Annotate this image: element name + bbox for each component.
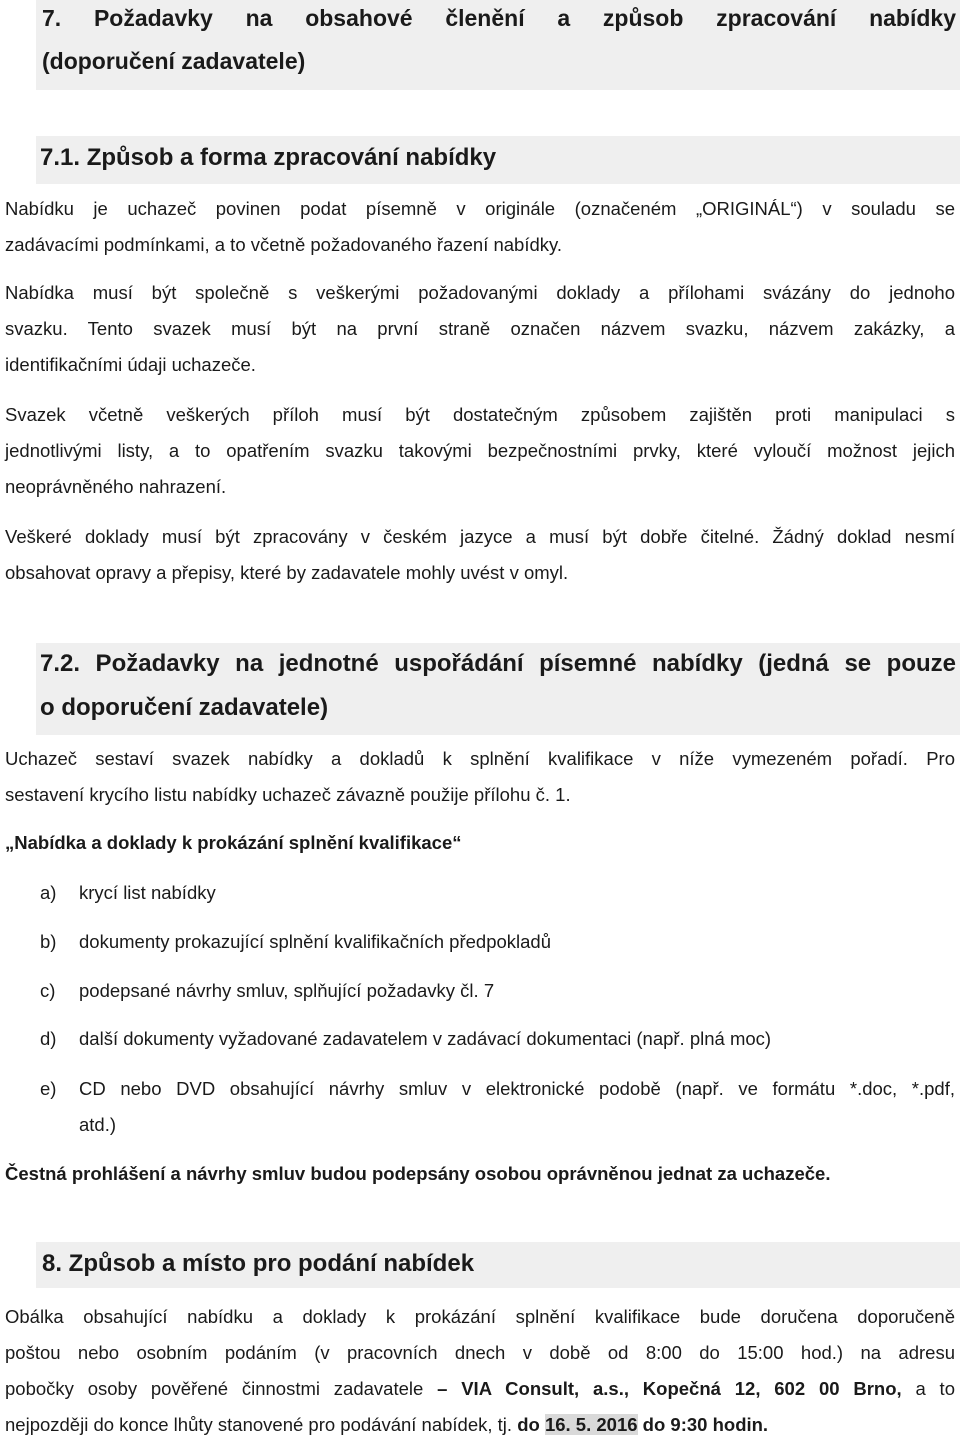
paragraph-line: Nabídka musí být společně s veškerými požadovanými doklady a přílohami svázány do jednoho <box>5 282 955 303</box>
paragraph-line: neoprávněného nahrazení. <box>5 476 227 497</box>
paragraph-8-1 <box>5 1299 955 1443</box>
paragraph-line: svazku. Tento svazek musí být na první straně označen názvem svazku, názvem zakázky, a <box>5 318 955 339</box>
section-7-heading-line1: 7. Požadavky na obsahové členění a způsob zpracování nabídky <box>42 5 956 31</box>
list-item-letter: b) <box>40 931 57 952</box>
paragraph-7-1-4 <box>5 519 955 591</box>
list-item-letter: c) <box>40 980 56 1001</box>
paragraph-line: Uchazeč sestaví svazek nabídky a dokladů k splnění kvalifikace v níže vymezeném pořadí. Pro <box>5 748 955 769</box>
paragraph-line: jednotlivými listy, a to opatřením svazku takovými bezpečnostními prvky, které vyloučí možnost jejich <box>5 440 955 461</box>
paragraph-line: obsahovat opravy a přepisy, které by zadavatele mohly uvést v omyl. <box>5 562 569 583</box>
list-title: „Nabídka a doklady k prokázání splnění kvalifikace“ <box>5 832 462 853</box>
paragraph-line: Veškeré doklady musí být zpracovány v českém jazyce a musí být dobře čitelné. Žádný doklad nesmí <box>5 526 955 547</box>
deadline-date: 16. 5. 2016 <box>544 1414 638 1435</box>
list-item-letter: d) <box>40 1028 57 1049</box>
list-item-line: atd.) <box>79 1114 117 1135</box>
paragraph-7-2-1 <box>5 741 955 813</box>
paragraph-line <box>5 1371 955 1407</box>
list-item-text <box>79 1071 955 1143</box>
paragraph-7-1-3 <box>5 397 955 505</box>
dash: – <box>437 1378 448 1399</box>
list-item-text: dokumenty prokazující splnění kvalifikačních předpokladů <box>79 931 552 952</box>
paragraph-text: nejpozději do konce lhůty stanovené pro podávání nabídek, tj. <box>5 1414 518 1435</box>
section-8-heading: 8. Způsob a místo pro podání nabídek <box>42 1250 475 1277</box>
deadline-time: do 9:30 hodin. <box>637 1414 769 1435</box>
paragraph-line: zadávacími podmínkami, a to včetně požadovaného řazení nabídky. <box>5 234 563 255</box>
paragraph-7-1-1 <box>5 191 955 263</box>
paragraph-line: Obálka obsahující nabídku a doklady k prokázání splnění kvalifikace bude doručena doporučeně <box>5 1306 955 1327</box>
section-7-heading-line2: (doporučení zadavatele) <box>42 48 306 74</box>
section-7-2-heading-line1: 7.2. Požadavky na jednotné uspořádání písemné nabídky (jedná se pouze <box>40 650 956 677</box>
address-text: VIA Consult, a.s., Kopečná 12, 602 00 Brno, <box>447 1378 902 1399</box>
list-item-text: další dokumenty vyžadované zadavatelem v zadávací dokumentaci (např. plná moc) <box>79 1028 772 1049</box>
paragraph-line <box>5 1407 955 1443</box>
paragraph-line: Nabídku je uchazeč povinen podat písemně v originále (označeném „ORIGINÁL“) v souladu se <box>5 198 955 219</box>
list-item-text: krycí list nabídky <box>79 882 216 903</box>
paragraph-text: pobočky osoby pověřené činnostmi zadavatele <box>5 1378 438 1399</box>
paragraph-7-1-2 <box>5 275 955 383</box>
list-item-letter: e) <box>40 1078 57 1099</box>
paragraph-line: poštou nebo osobním podáním (v pracovních dnech v době od 8:00 do 15:00 hod.) na adresu <box>5 1342 955 1363</box>
deadline-prefix: do <box>517 1414 545 1435</box>
section-7-2-heading-line2: o doporučení zadavatele) <box>40 694 329 721</box>
paragraph-text: a to <box>901 1378 955 1399</box>
list-item-text: podepsané návrhy smluv, splňující požadavky čl. 7 <box>79 980 495 1001</box>
section-7-1-heading: 7.1. Způsob a forma zpracování nabídky <box>40 144 497 171</box>
paragraph-line: Svazek včetně veškerých příloh musí být dostatečným způsobem zajištěn proti manipulaci s <box>5 404 955 425</box>
list-item-letter: a) <box>40 882 57 903</box>
paragraph-line: identifikačními údaji uchazeče. <box>5 354 256 375</box>
list-item-line: CD nebo DVD obsahující návrhy smluv v elektronické podobě (např. ve formátu *.doc, *.pdf, <box>79 1078 955 1099</box>
paragraph-line: sestavení krycího listu nabídky uchazeč závazně použije přílohu č. 1. <box>5 784 571 805</box>
declaration-text: Čestná prohlášení a návrhy smluv budou podepsány osobou oprávněnou jednat za uchazeče. <box>5 1163 831 1184</box>
